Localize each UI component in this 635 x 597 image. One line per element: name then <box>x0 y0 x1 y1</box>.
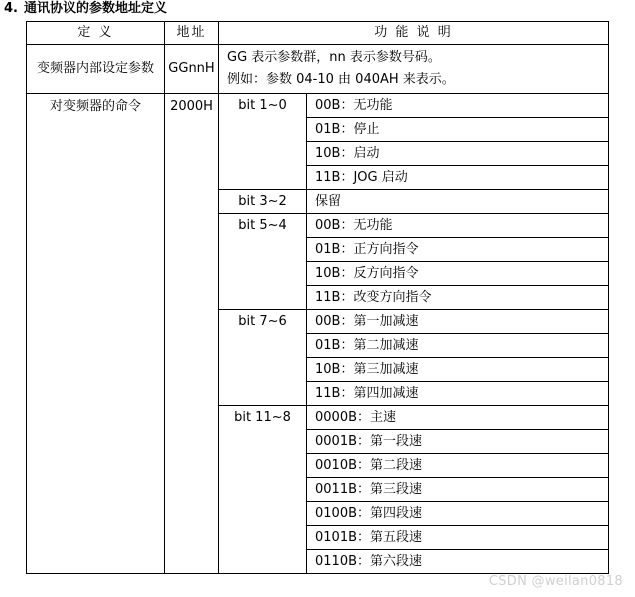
definition-cell: 变频器内部设定参数 <box>27 45 165 94</box>
bit-value-cell: 0001B：第一段速 <box>307 430 609 454</box>
header-definition: 定 义 <box>27 22 165 45</box>
bit-value-cell: 0101B：第五段速 <box>307 526 609 550</box>
bit-range-cell: bit 3~2 <box>219 190 307 214</box>
bit-value-cell: 保留 <box>307 190 609 214</box>
section-title <box>4 0 167 18</box>
bit-value-cell: 0110B：第六段速 <box>307 550 609 574</box>
bit-value-cell: 01B：第二加减速 <box>307 334 609 358</box>
bit-value-cell: 0010B：第二段速 <box>307 454 609 478</box>
bit-value-cell: 00B：无功能 <box>307 214 609 238</box>
bit-range-cell: bit 1~0 <box>219 94 307 190</box>
bit-range-cell: bit 11~8 <box>219 406 307 574</box>
definition-cell: 对变频器的命令 <box>27 94 165 574</box>
bit-range-cell: bit 5~4 <box>219 214 307 310</box>
address-cell: 2000H <box>165 94 219 574</box>
bit-value-cell: 01B：停止 <box>307 118 609 142</box>
section-title-text: 通讯协议的参数地址定义 <box>23 1 167 16</box>
table-row <box>27 94 609 118</box>
bit-value-cell: 10B：反方向指令 <box>307 262 609 286</box>
address-table <box>26 21 609 574</box>
function-cell <box>219 45 609 94</box>
table-header-row <box>27 22 609 45</box>
function-line: 例如：参数 04-10 由 040AH 来表示。 <box>227 72 455 87</box>
header-address: 地址 <box>165 22 219 45</box>
header-function: 功 能 说 明 <box>219 22 609 45</box>
watermark: CSDN @weilan0818 <box>488 574 623 589</box>
bit-range-cell: bit 7~6 <box>219 310 307 406</box>
address-cell: GGnnH <box>165 45 219 94</box>
bit-value-cell: 0011B：第三段速 <box>307 478 609 502</box>
bit-value-cell: 11B：第四加减速 <box>307 382 609 406</box>
bit-value-cell: 0000B：主速 <box>307 406 609 430</box>
bit-value-cell: 11B：改变方向指令 <box>307 286 609 310</box>
bit-value-cell: 00B：无功能 <box>307 94 609 118</box>
function-line: GG 表示参数群，nn 表示参数号码。 <box>227 50 441 65</box>
bit-value-cell: 11B：JOG 启动 <box>307 166 609 190</box>
bit-value-cell: 10B：第三加减速 <box>307 358 609 382</box>
bit-value-cell: 00B：第一加减速 <box>307 310 609 334</box>
bit-value-cell: 10B：启动 <box>307 142 609 166</box>
section-number: 4. <box>4 1 18 16</box>
table-row <box>27 45 609 94</box>
bit-value-cell: 01B：正方向指令 <box>307 238 609 262</box>
bit-value-cell: 0100B：第四段速 <box>307 502 609 526</box>
